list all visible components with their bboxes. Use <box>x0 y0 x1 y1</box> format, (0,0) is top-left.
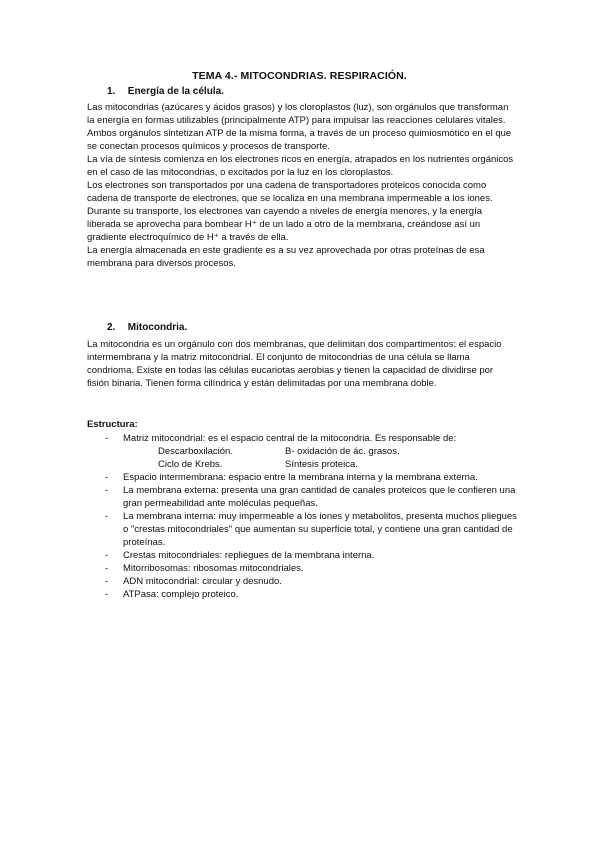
list-item-text: Crestas mitocondriales: repliegues de la membrana interna. <box>123 550 375 561</box>
list-item <box>87 510 517 549</box>
sub-item: Descarboxilación. <box>158 446 233 457</box>
sub-item: Síntesis proteica. <box>285 459 358 470</box>
section-2-number: 2. <box>107 322 116 333</box>
list-item <box>87 588 517 601</box>
section-1-number: 1. <box>107 86 116 97</box>
structure-title: Estructura: <box>87 419 138 430</box>
paragraph: Ambos orgánulos sintetizan ATP de la misma forma, a través de un proceso quimiosmótico en el que se conectan procesos químicos y procesos de transporte. <box>87 128 512 152</box>
list-item <box>87 575 517 588</box>
section-2-body <box>87 338 517 390</box>
section-2-title: Mitocondria. <box>127 322 188 333</box>
list-item-text: ADN mitocondrial: circular y desnudo. <box>123 576 282 587</box>
section-1-heading <box>107 86 224 97</box>
list-dash: - <box>105 576 109 587</box>
sub-item: B- oxidación de ác. grasos. <box>285 446 400 457</box>
list-item-text: La membrana interna: muy impermeable a los iones y metabolitos, presenta muchos pliegues o "crestas mitocondriales" que aumentan su superficie total, y contiene una gran cantidad de proteínas. <box>123 511 517 548</box>
sub-row <box>87 445 517 458</box>
list-item-text: ATPasa: complejo proteico. <box>123 589 239 600</box>
structure-list <box>87 432 517 601</box>
document-title: TEMA 4.- MITOCONDRIAS. RESPIRACIÓN. <box>192 70 407 82</box>
paragraph: Las mitocondrias (azúcares y ácidos grasos) y los cloroplastos (luz), son orgánulos que transforman la energía en formas utilizables (principalmente ATP) para impulsar las reacciones celulares vitales. <box>87 102 509 126</box>
list-dash: - <box>105 472 109 483</box>
list-dash: - <box>105 485 109 496</box>
sub-item: Ciclo de Krebs. <box>158 459 223 470</box>
list-item-text: Espacio intermembrana: espacio entre la membrana interna y la membrana externa. <box>123 472 478 483</box>
paragraph: La energía almacenada en este gradiente es a su vez aprovechada por otras proteínas de esa membrana para diversos procesos. <box>87 245 485 269</box>
list-item-text: Matriz mitocondrial: es el espacio central de la mitocondria. Es responsable de: <box>123 433 457 444</box>
list-item <box>87 471 517 484</box>
paragraph: La vía de síntesis comienza en los electrones ricos en energía, atrapados en los nutrientes orgánicos en el caso de las mitocondrias, o excitados por la luz en los cloroplastos. <box>87 154 514 178</box>
paragraph: Durante su transporte, los electrones van cayendo a niveles de energía menores, y la energía liberada se aprovecha para bombear H⁺ de un lado a otro de la membrana, creándose así un gradiente electroquímico de H⁺ a través de ella. <box>87 206 483 243</box>
section-2-heading <box>107 322 187 333</box>
list-item <box>87 562 517 575</box>
list-dash: - <box>105 433 109 444</box>
list-item-text: Mitorribosomas: ribosomas mitocondriales. <box>123 563 304 574</box>
list-item <box>87 432 517 445</box>
list-dash: - <box>105 511 109 522</box>
paragraph: La mitocondria es un orgánulo con dos membranas, que delimitan dos compartimentos: el espacio intermembrana y la matriz mitocondrial. El conjunto de mitocondrias de una célula se llama condrioma. Existe en todas las células eucariotas aerobias y tienen la capacidad de dividirse por fisión binaria. Tienen forma cilíndrica y están delimitadas por una membrana doble. <box>87 339 502 389</box>
list-dash: - <box>105 550 109 561</box>
section-1-title: Energía de la célula. <box>127 86 224 97</box>
list-dash: - <box>105 563 109 574</box>
paragraph: Los electrones son transportados por una cadena de transportadores proteicos conocida como cadena de transporte de electrones, que se localiza en una membrana impermeable a los iones. <box>87 180 493 204</box>
list-dash: - <box>105 589 109 600</box>
section-1-body <box>87 101 517 270</box>
sub-row <box>87 458 517 471</box>
list-item <box>87 549 517 562</box>
list-item <box>87 484 517 510</box>
list-item-text: La membrana externa: presenta una gran cantidad de canales proteicos que le confieren una gran permeabilidad ante moléculas pequeñas. <box>123 485 516 509</box>
